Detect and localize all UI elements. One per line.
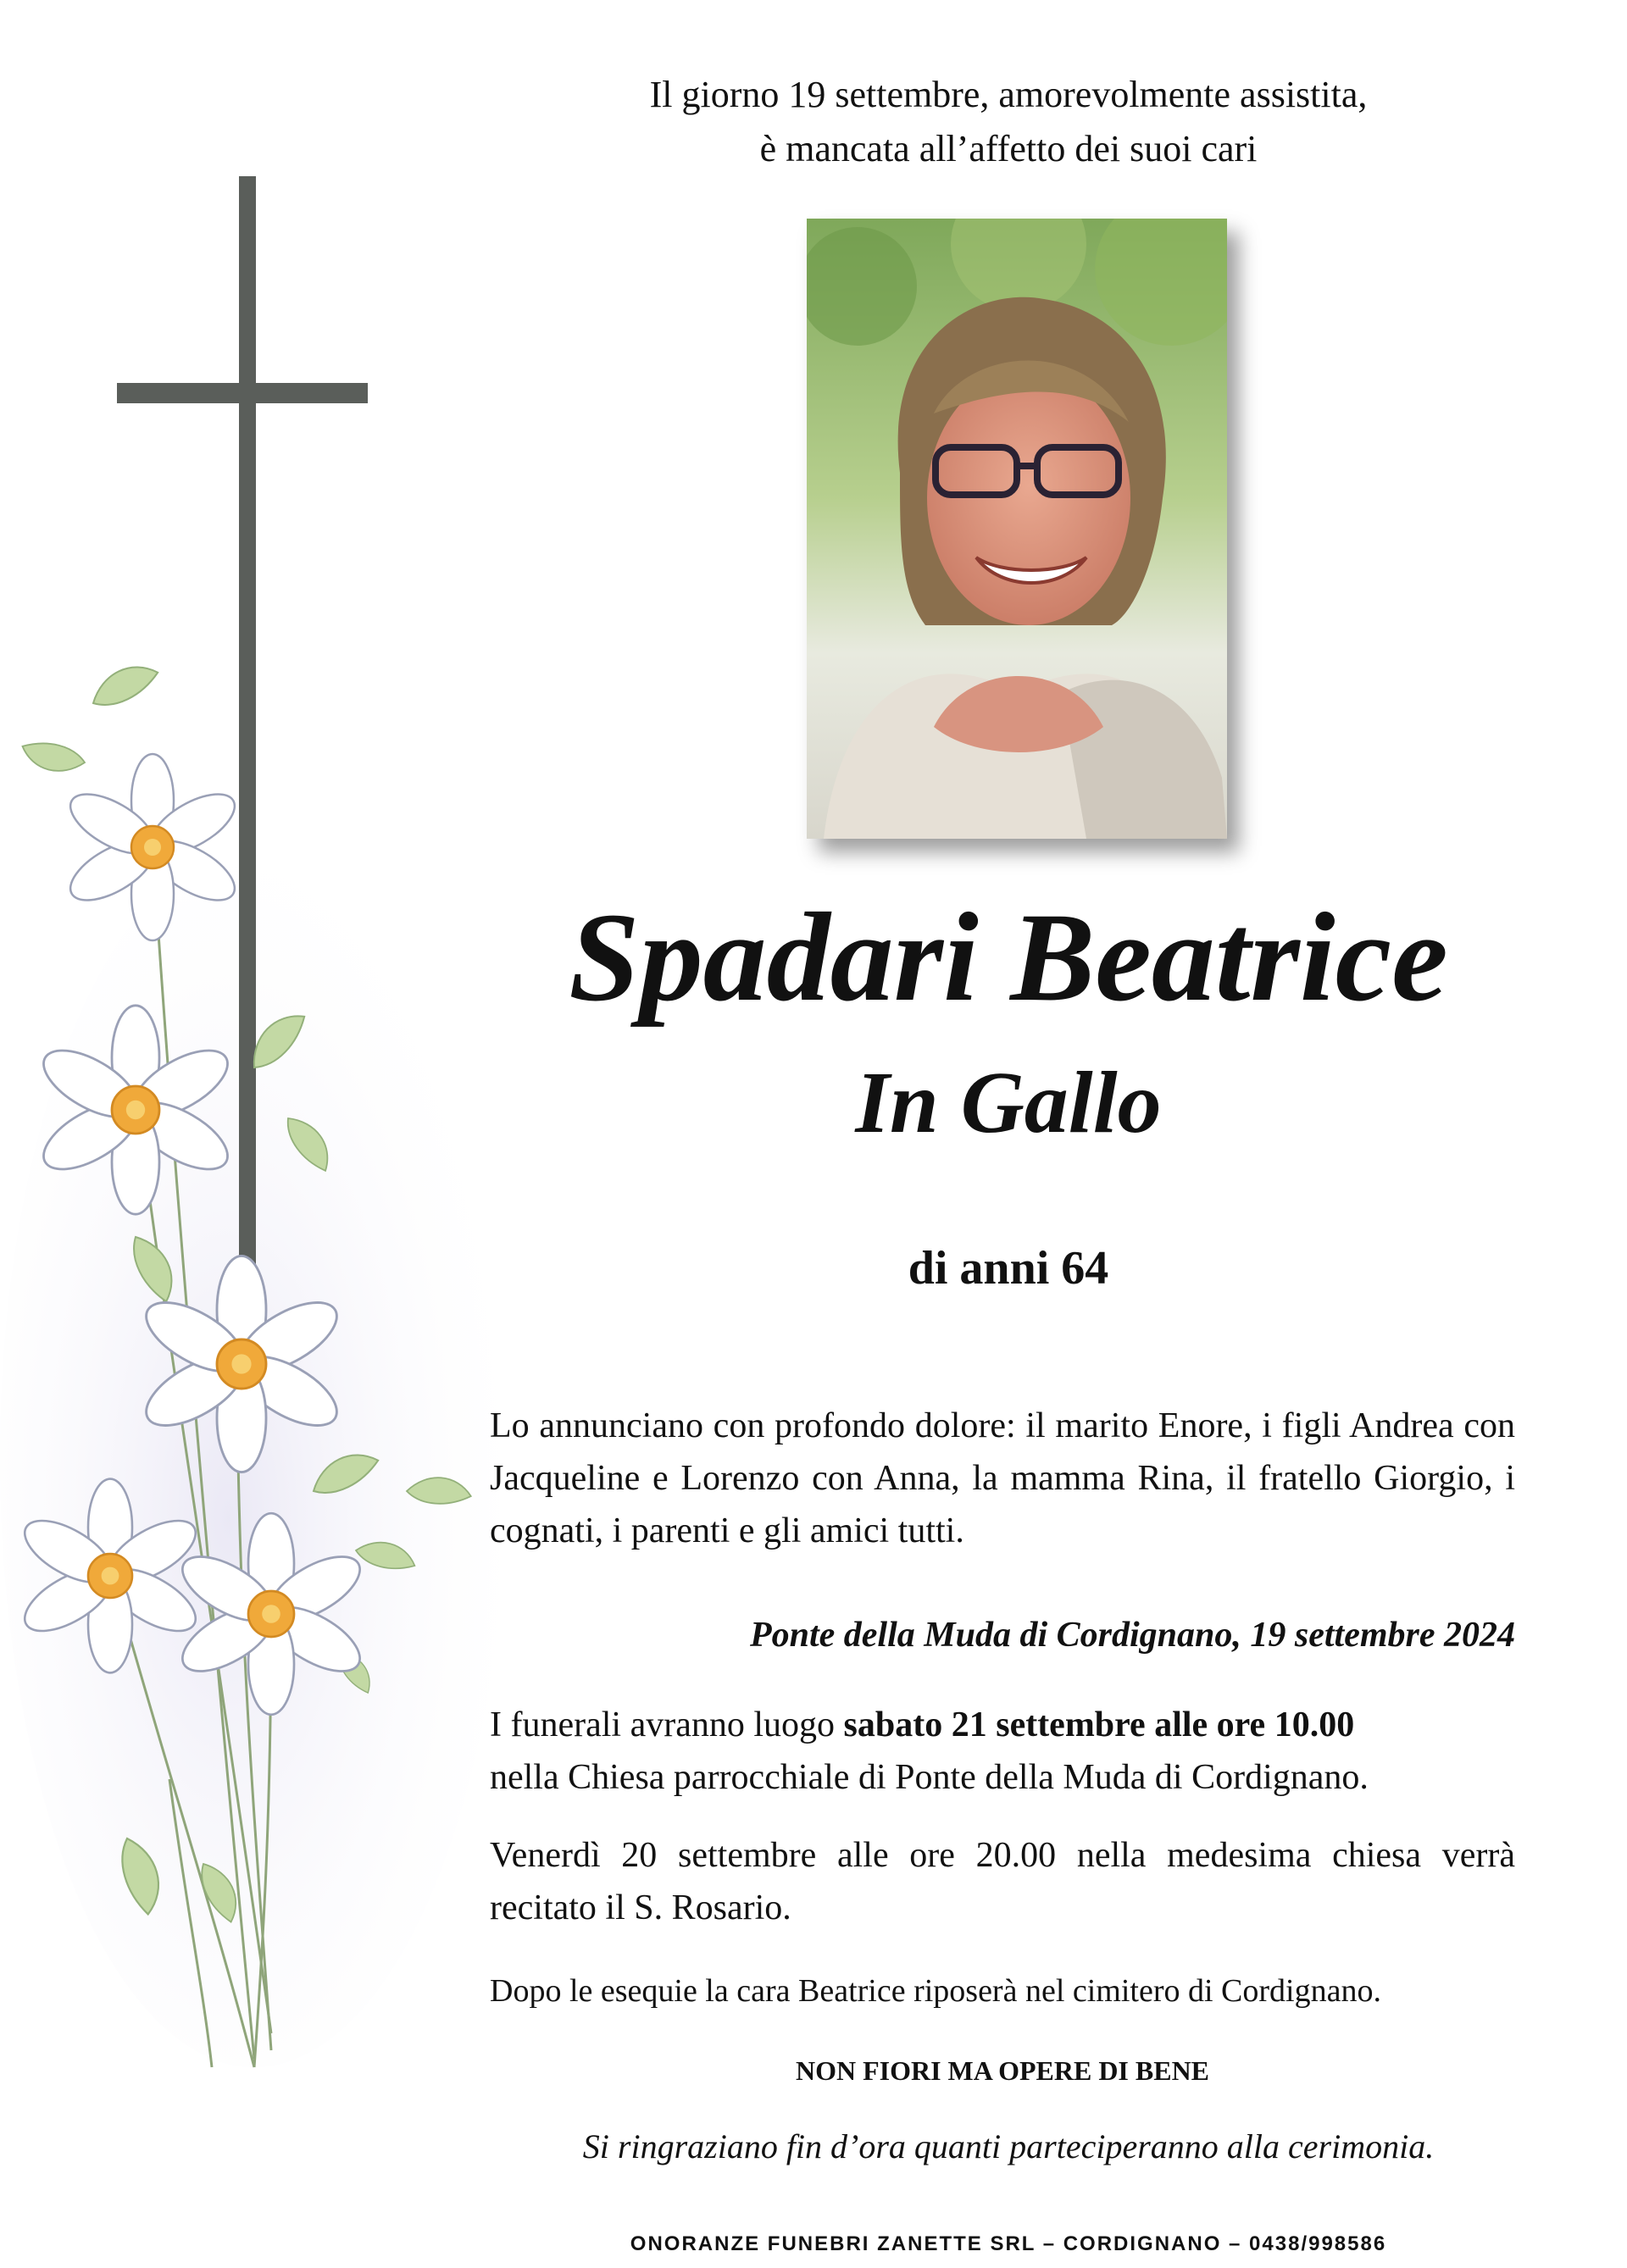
cross-with-lilies-decoration bbox=[0, 0, 525, 2268]
intro-line-1: Il giorno 19 settembre, amorevolmente assistita, bbox=[649, 74, 1368, 115]
age-text: di anni 64 bbox=[908, 1242, 1109, 1295]
funeral-prefix: I funerali avranno luogo bbox=[490, 1705, 844, 1744]
portrait-photo bbox=[807, 219, 1227, 839]
thanks-note: Si ringraziano fin d’ora quanti parteciperanno alla cerimonia. bbox=[582, 2127, 1435, 2165]
funeral-paragraph bbox=[490, 1699, 1515, 1804]
married-name: In Gallo bbox=[855, 1054, 1162, 1151]
place-and-date: Ponte della Muda di Cordignano, 19 settembre 2024 bbox=[749, 1616, 1515, 1655]
funeral-datetime: sabato 21 settembre alle ore 10.00 bbox=[843, 1705, 1355, 1744]
intro-text bbox=[475, 68, 1542, 176]
burial-paragraph: Dopo le esequie la cara Beatrice riposerà nel cimitero di Cordignano. bbox=[490, 1973, 1381, 2009]
intro-line-2: è mancata all’affetto dei suoi cari bbox=[759, 128, 1258, 169]
announcement-paragraph: Lo annunciano con profondo dolore: il marito Enore, i figli Andrea con Jacqueline e Lorenzo con Anna, la mamma Rina, il fratello Giorgio, i cognati, i parenti e gli amici tutti. bbox=[490, 1406, 1515, 1550]
deceased-name: Spadari Beatrice bbox=[569, 887, 1448, 1028]
funeral-location: nella Chiesa parrocchiale di Ponte della Muda di Cordignano. bbox=[490, 1758, 1369, 1797]
funeral-home-footer: ONORANZE FUNEBRI ZANETTE SRL – CORDIGNANO – 0438/998586 bbox=[630, 2232, 1387, 2255]
portrait-image bbox=[807, 219, 1227, 839]
no-flowers-note: NON FIORI MA OPERE DI BENE bbox=[795, 2055, 1210, 2086]
rosary-paragraph: Venerdì 20 settembre alle ore 20.00 nella medesima chiesa verrà recitato il S. Rosario. bbox=[490, 1836, 1515, 1927]
